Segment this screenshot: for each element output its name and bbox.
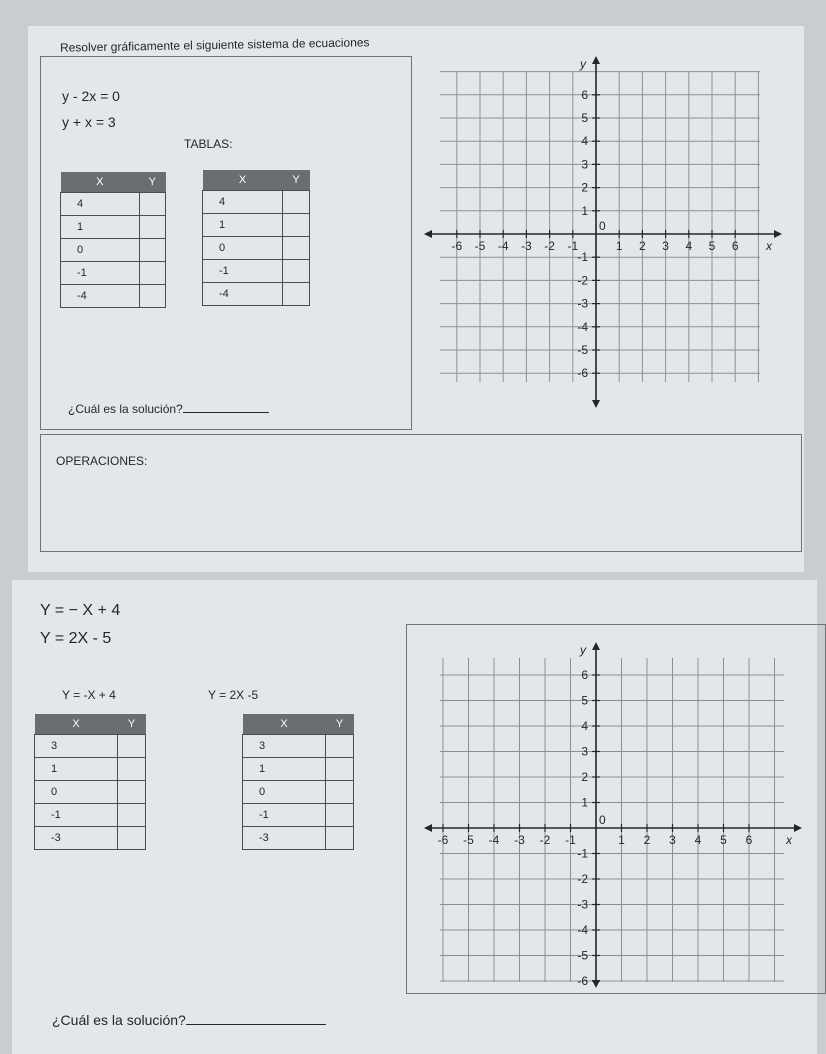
y-tick-label: 1 [581, 795, 588, 810]
table-1-label: Y = -X + 4 [62, 688, 116, 702]
table-cell-x: 1 [203, 214, 283, 237]
col-header-y: Y [326, 714, 354, 735]
table-cell-y[interactable] [139, 216, 165, 239]
values-table-2 [202, 170, 310, 306]
y-tick-label: -5 [577, 343, 588, 357]
table-cell-x: -4 [203, 283, 283, 306]
table-cell-x: -1 [243, 804, 326, 827]
origin-label: 0 [599, 219, 606, 233]
x-axis-label: x [786, 833, 792, 847]
table-cell-x: 4 [203, 191, 283, 214]
table-cell-x: 3 [243, 735, 326, 758]
y-tick-label: 3 [581, 157, 588, 172]
y-tick-label: -3 [577, 897, 588, 912]
table-cell-x: 4 [61, 193, 140, 216]
x-tick-label: -4 [497, 239, 509, 253]
x-tick-label: -1 [567, 239, 579, 253]
col-header-y: Y [118, 714, 146, 735]
table-cell-y[interactable] [118, 804, 146, 827]
y-tick-label: 2 [581, 180, 588, 195]
y-tick-label: 5 [581, 111, 588, 125]
x-tick-label: -2 [544, 239, 555, 253]
table-cell-x: 0 [243, 781, 326, 804]
y-axis-label: y [580, 57, 586, 71]
x-axis-arrow-icon [774, 230, 782, 238]
x-tick-label: 5 [708, 239, 716, 253]
x-tick-label: 1 [618, 833, 625, 847]
table-cell-x: -4 [61, 285, 140, 308]
solution-question-text: ¿Cuál es la solución? [68, 402, 183, 416]
x-tick-label: -6 [437, 833, 449, 847]
table-cell-y[interactable] [139, 239, 165, 262]
x-tick-label: 6 [731, 239, 739, 253]
table-cell-y[interactable] [118, 781, 146, 804]
values-table-1 [60, 172, 166, 308]
coordinate-grid-1 [420, 52, 786, 381]
x-tick-label: 6 [745, 833, 753, 847]
x-tick-label: 3 [662, 239, 669, 253]
x-tick-label: -6 [451, 239, 463, 253]
x-tick-label: 2 [643, 833, 651, 847]
table-cell-y[interactable] [283, 237, 310, 260]
y-tick-label: -1 [577, 250, 588, 265]
values-table-3 [34, 714, 146, 850]
equation-2: Y = 2X - 5 [40, 630, 112, 647]
solution-question [68, 402, 269, 416]
table-cell-y[interactable] [118, 827, 146, 850]
x-axis-arrow-icon [424, 230, 432, 238]
col-header-x: X [35, 714, 118, 735]
table-cell-y[interactable] [283, 214, 310, 237]
table-cell-x: 1 [243, 758, 326, 781]
table-cell-y[interactable] [118, 735, 146, 758]
origin-label: 0 [599, 813, 606, 827]
x-axis-label: x [766, 239, 772, 253]
y-tick-label: 6 [581, 87, 588, 102]
table-cell-y[interactable] [139, 193, 165, 216]
table-cell-x: 1 [35, 758, 118, 781]
y-tick-label: 2 [581, 770, 588, 784]
x-tick-label: -5 [474, 239, 486, 253]
y-tick-label: -4 [577, 319, 588, 334]
y-tick-label: 3 [581, 744, 588, 759]
table-cell-y[interactable] [283, 260, 310, 283]
y-tick-label: -1 [577, 846, 588, 861]
y-tick-label: 1 [581, 203, 588, 218]
table-cell-x: 0 [203, 237, 283, 260]
table-cell-x: 0 [35, 781, 118, 804]
grid-lines [437, 658, 784, 982]
table-cell-x: -3 [35, 827, 118, 850]
col-header-x: X [61, 172, 140, 193]
table-cell-x: -3 [243, 827, 326, 850]
equation-1: Y = − X + 4 [40, 602, 121, 619]
x-tick-label: 1 [615, 239, 623, 253]
y-tick-label: -3 [577, 296, 588, 311]
table-cell-x: -1 [203, 260, 283, 283]
operations-label: OPERACIONES: [56, 454, 148, 468]
answer-blank[interactable] [186, 1024, 326, 1025]
y-tick-label: -6 [577, 366, 588, 381]
y-tick-label: -2 [577, 872, 588, 886]
col-header-x: X [203, 170, 283, 191]
y-tick-label: -4 [577, 923, 588, 937]
tables-label: TABLAS: [184, 137, 233, 151]
y-tick-label: -5 [577, 948, 588, 963]
answer-blank[interactable] [183, 412, 269, 413]
col-header-y: Y [139, 172, 165, 193]
x-tick-label: -1 [565, 833, 576, 847]
operations-box[interactable] [40, 434, 802, 552]
y-axis-arrow-icon [592, 56, 600, 64]
x-tick-label: 4 [685, 239, 693, 253]
y-tick-label: -2 [577, 273, 588, 288]
cartesian-plane [424, 642, 802, 988]
values-table-4 [242, 714, 354, 850]
x-tick-label: 2 [639, 239, 646, 253]
table-cell-x: 1 [61, 216, 140, 239]
solution-question [52, 1012, 326, 1028]
table-2-label: Y = 2X -5 [208, 688, 259, 702]
x-tick-label: -3 [521, 239, 532, 253]
table-cell-x: -1 [35, 804, 118, 827]
table-cell-x: 0 [61, 239, 140, 262]
x-tick-label: -4 [488, 833, 500, 847]
col-header-x: X [243, 714, 326, 735]
table-cell-y[interactable] [326, 758, 354, 781]
coordinate-grid-2 [420, 638, 816, 988]
table-cell-y[interactable] [326, 804, 354, 827]
table-cell-x: -1 [61, 262, 140, 285]
x-axis-arrow-icon [794, 824, 802, 832]
y-tick-label: -6 [577, 974, 588, 988]
table-cell-y[interactable] [139, 285, 165, 308]
x-tick-label: -3 [514, 833, 525, 847]
y-tick-label: 4 [581, 719, 588, 733]
solution-question-text: ¿Cuál es la solución? [52, 1012, 186, 1028]
x-tick-label: -2 [539, 833, 551, 847]
col-header-y: Y [283, 170, 310, 191]
y-axis-arrow-icon [592, 642, 600, 650]
table-cell-y[interactable] [139, 262, 165, 285]
table-cell-y[interactable] [283, 283, 310, 306]
instruction-text: Resolver gráficamente el siguiente sistema de ecuaciones [59, 35, 370, 55]
table-cell-y[interactable] [326, 735, 354, 758]
x-axis-arrow-icon [424, 824, 432, 832]
table-cell-y[interactable] [326, 827, 354, 850]
x-tick-label: 4 [694, 833, 702, 847]
equation-2: y + x = 3 [62, 114, 116, 130]
equation-1: y - 2x = 0 [62, 88, 120, 104]
y-axis-label: y [580, 643, 586, 657]
table-cell-y[interactable] [283, 191, 310, 214]
x-tick-label: 3 [669, 833, 676, 847]
y-tick-label: 4 [581, 134, 588, 149]
x-tick-label: 5 [720, 833, 727, 847]
table-cell-y[interactable] [118, 758, 146, 781]
table-cell-x: 3 [35, 735, 118, 758]
y-tick-label: 6 [581, 668, 588, 682]
x-tick-label: -5 [463, 833, 474, 847]
y-tick-label: 5 [581, 693, 588, 708]
table-cell-y[interactable] [326, 781, 354, 804]
